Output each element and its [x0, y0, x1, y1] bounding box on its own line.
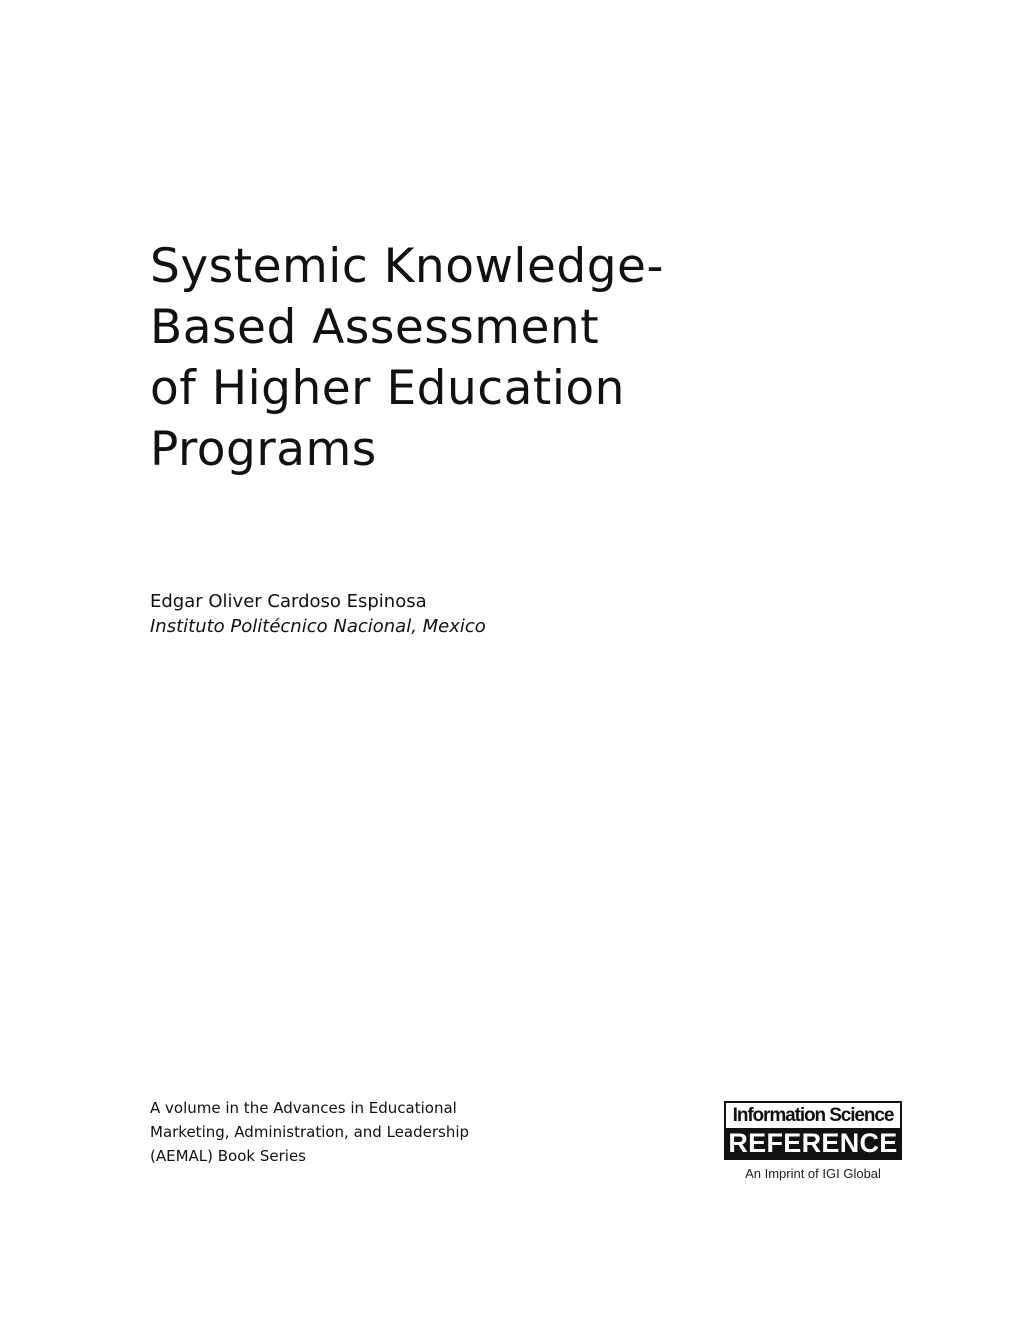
author-affiliation: Instituto Politécnico Nacional, Mexico [150, 616, 486, 637]
publisher-logo-bottom-text: REFERENCE [726, 1128, 900, 1158]
book-title-line: of Higher Education [150, 361, 625, 416]
publisher-imprint: An Imprint of IGI Global [745, 1166, 881, 1181]
series-note-line: (AEMAL) Book Series [150, 1147, 306, 1165]
author-name: Edgar Oliver Cardoso Espinosa [150, 591, 427, 612]
publisher-logo-top-text: Information Science [726, 1103, 900, 1128]
publisher-logo [724, 1101, 902, 1183]
series-note-line: Marketing, Administration, and Leadership [150, 1123, 470, 1141]
book-title-line: Programs [150, 422, 377, 477]
author-block [150, 589, 750, 639]
series-note [150, 1096, 570, 1168]
series-note-line: A volume in the Advances in Educational [150, 1099, 457, 1117]
book-title [150, 236, 850, 480]
book-title-line: Based Assessment [150, 300, 600, 355]
publisher-logo-box [724, 1101, 902, 1160]
book-title-line: Systemic Knowledge- [150, 239, 664, 294]
